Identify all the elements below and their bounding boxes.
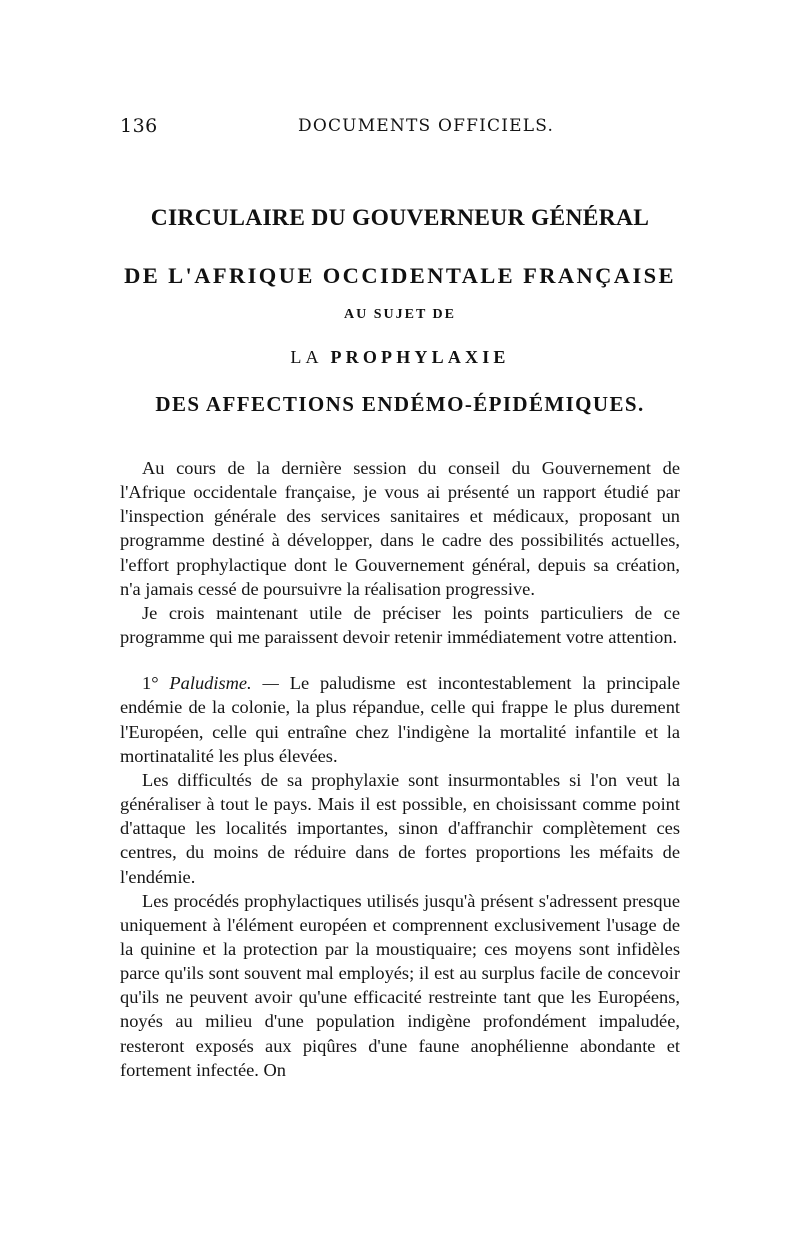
title-line-4-word: PROPHYLAXIE [330,347,510,367]
circular-title [110,198,690,421]
section-gap [120,649,680,671]
title-line-1: CIRCULAIRE DU GOUVERNEUR GÉNÉRAL [150,205,650,231]
running-title: DOCUMENTS OFFICIELS. [298,116,555,136]
title-line-4-prefix: LA [290,347,322,367]
paragraph-1: Au cours de la dernière session du conseil du Gouvernement de l'Afrique occidentale française, je vous ai présenté un rapport étudié par l'inspection générale des services sanitaires et médicaux, proposant un programme destiné à développer, dans le cadre des possibilités actuelles, l'effort prophylactique dont le Gouvernement général, depuis sa création, n'a jamais cessé de poursuivre la réalisation progressive. [120,458,680,599]
title-line-2: DE L'AFRIQUE OCCIDENTALE FRANÇAISE [124,263,676,288]
paragraph-5: Les procédés prophylactiques utilisés jusqu'à présent s'adressent presque uniquement à l'élément européen et comprennent exclusivement l'usage de la quinine et la protection par la moustiquaire; ces moyens sont infidèles parce qu'ils sont souvent mal employés; il est au surplus facile de concevoir qu'ils ne peuvent avoir qu'une efficacité restreinte tant que les Européens, noyés au milieu d'une population indigène profondément impaludée, resteront exposés aux piqûres d'une faune anophélienne abondante et fortement infectée. On [120,890,680,1080]
paragraph-3 [120,671,680,768]
paragraph-4: Les difficultés de sa prophylaxie sont insurmontables si l'on veut la généraliser à tout le pays. Mais il est possible, en choisissant comme point d'attaque les localités importantes, sinon d'affranchir complètement ces centres, du moins de réduire dans de fortes proportions les méfaits de l'endémie. [120,769,680,887]
title-line-5: DES AFFECTIONS ENDÉMO-ÉPIDÉMIQUES. [155,392,645,416]
paragraph-3-text: Le paludisme est incontestablement la principale endémie de la colonie, la plus répandue, celle qui frappe le plus durement l'Européen, celle qui entraîne chez l'indigène la mortalité infantile et la mortinatalité les plus élevées. [120,673,680,766]
section-number: 1° [142,673,159,694]
paragraph-2: Je crois maintenant utile de préciser les points particuliers de ce programme qui me paraissent devoir retenir immédiatement votre attention. [120,602,680,648]
title-line-4 [110,343,690,371]
page-number: 136 [120,115,158,137]
body-text [120,456,680,1082]
section-heading: Paludisme. — [169,673,279,694]
running-header [0,114,800,138]
title-line-3: AU SUJET DE [344,307,456,322]
